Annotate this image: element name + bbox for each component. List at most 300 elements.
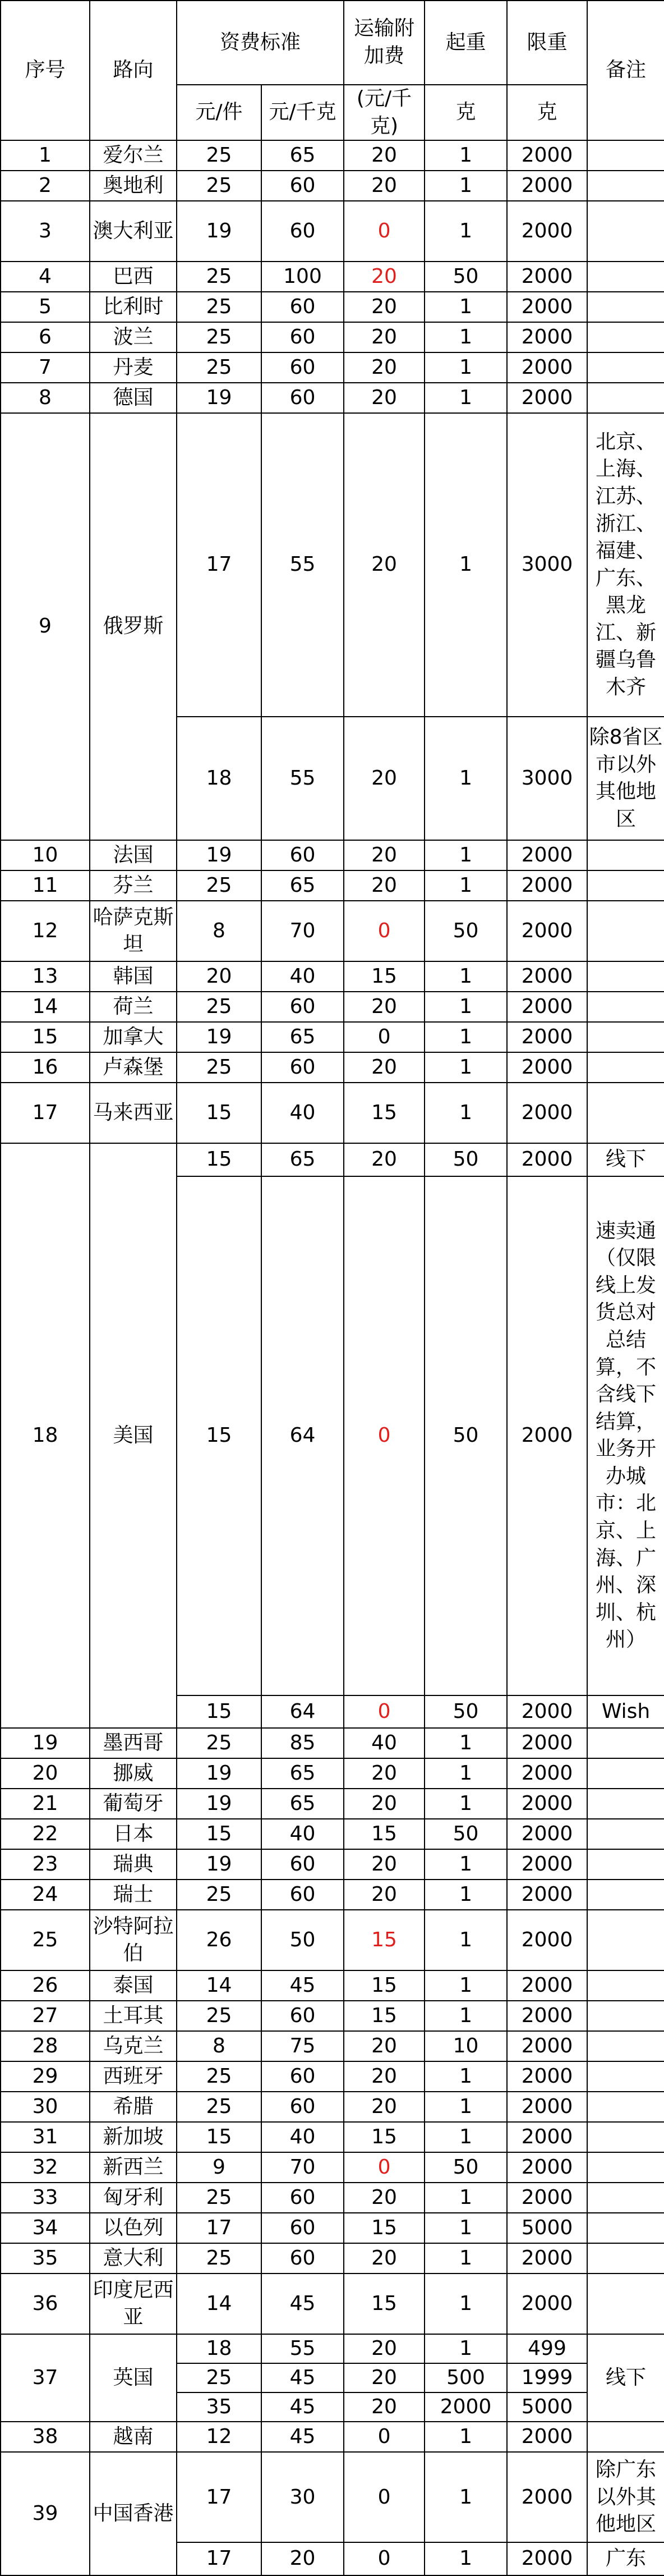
- row-max-weight: 2000: [507, 2152, 587, 2183]
- row-seq: 1: [1, 140, 90, 171]
- row-price-per-kg: 60: [261, 1052, 344, 1083]
- row-seq: 31: [1, 2122, 90, 2152]
- row-min-weight: 1: [425, 201, 507, 262]
- row-route: 日本: [90, 1819, 177, 1849]
- row-surcharge: 20: [344, 1758, 425, 1789]
- table-row: [1, 352, 664, 383]
- row-remark: [587, 1910, 664, 1970]
- row-surcharge: 15: [344, 2274, 425, 2334]
- row-min-weight: 1: [425, 2061, 507, 2092]
- row-surcharge: 20: [344, 292, 425, 322]
- row-max-weight: 2000: [507, 1083, 587, 1143]
- row-price-per-kg: 65: [261, 870, 344, 901]
- row-surcharge: 0: [344, 1176, 425, 1695]
- row-price-per-kg: 45: [261, 2392, 344, 2422]
- row-price-per-piece: 25: [177, 262, 261, 292]
- row-surcharge: 20: [344, 262, 425, 292]
- row-max-weight: 2000: [507, 2422, 587, 2452]
- row-route: 越南: [90, 2422, 177, 2452]
- row-price-per-piece: 25: [177, 1880, 261, 1910]
- row-price-per-piece: 20: [177, 961, 261, 992]
- row-surcharge: 20: [344, 717, 425, 840]
- row-remark: [587, 1022, 664, 1052]
- row-route: 土耳其: [90, 2001, 177, 2031]
- row-surcharge: 0: [344, 2452, 425, 2542]
- row-remark: [587, 2274, 664, 2334]
- row-surcharge: 15: [344, 2122, 425, 2152]
- row-seq: 28: [1, 2031, 90, 2061]
- row-min-weight: 1: [425, 413, 507, 717]
- row-surcharge: 20: [344, 413, 425, 717]
- row-min-weight: 1: [425, 140, 507, 171]
- header-fee-standard: 资费标准: [177, 1, 344, 85]
- row-remark: [587, 171, 664, 201]
- table-row: [1, 1728, 664, 1758]
- header-unit-gram-min: 克: [425, 85, 507, 140]
- row-price-per-piece: 12: [177, 2422, 261, 2452]
- row-surcharge: 15: [344, 1970, 425, 2001]
- row-min-weight: 1: [425, 961, 507, 992]
- table-row: [1, 1022, 664, 1052]
- row-seq: 25: [1, 1910, 90, 1970]
- row-max-weight: 2000: [507, 1143, 587, 1176]
- row-price-per-piece: 17: [177, 2213, 261, 2243]
- row-route: 新加坡: [90, 2122, 177, 2152]
- row-route: 荷兰: [90, 992, 177, 1022]
- row-seq: 9: [1, 413, 90, 840]
- row-min-weight: 1: [425, 352, 507, 383]
- row-surcharge: 20: [344, 171, 425, 201]
- row-route: 葡萄牙: [90, 1789, 177, 1819]
- table-row: [1, 2422, 664, 2452]
- row-remark: [587, 2122, 664, 2152]
- row-seq: 17: [1, 1083, 90, 1143]
- row-max-weight: 2000: [507, 840, 587, 870]
- row-surcharge: 0: [344, 1695, 425, 1729]
- row-price-per-kg: 64: [261, 1695, 344, 1729]
- row-max-weight: 2000: [507, 383, 587, 413]
- row-price-per-kg: 30: [261, 2452, 344, 2542]
- header-remark: 备注: [587, 1, 664, 140]
- row-surcharge: 15: [344, 961, 425, 992]
- table-row: [1, 870, 664, 901]
- table-row: [1, 2243, 664, 2274]
- row-price-per-kg: 60: [261, 292, 344, 322]
- row-max-weight: 2000: [507, 1022, 587, 1052]
- row-price-per-kg: 60: [261, 992, 344, 1022]
- row-price-per-kg: 55: [261, 717, 344, 840]
- row-price-per-kg: 65: [261, 140, 344, 171]
- row-price-per-piece: 25: [177, 870, 261, 901]
- row-seq: 30: [1, 2092, 90, 2122]
- row-remark: [587, 992, 664, 1022]
- row-price-per-kg: 85: [261, 1728, 344, 1758]
- row-route: 英国: [90, 2334, 177, 2422]
- row-max-weight: 5000: [507, 2213, 587, 2243]
- row-seq: 35: [1, 2243, 90, 2274]
- row-min-weight: 10: [425, 2031, 507, 2061]
- row-surcharge: 0: [344, 2542, 425, 2575]
- row-remark: [587, 2031, 664, 2061]
- row-remark: [587, 1758, 664, 1789]
- table-row: [1, 1143, 664, 1176]
- row-route: 比利时: [90, 292, 177, 322]
- row-remark: [587, 901, 664, 961]
- row-surcharge: 40: [344, 1728, 425, 1758]
- row-remark: 速卖通（仅限线上发货总对总结算，不含线下结算，业务开办城市：北京、上海、广州、深圳、杭州）: [587, 1176, 664, 1695]
- table-row: [1, 1849, 664, 1880]
- row-max-weight: 2000: [507, 262, 587, 292]
- row-price-per-kg: 40: [261, 961, 344, 992]
- row-max-weight: 2000: [507, 1970, 587, 2001]
- row-min-weight: 1: [425, 322, 507, 352]
- row-price-per-kg: 45: [261, 2422, 344, 2452]
- table-row: [1, 262, 664, 292]
- row-route: 沙特阿拉伯: [90, 1910, 177, 1970]
- row-max-weight: 499: [507, 2334, 587, 2363]
- header-unit-per-kg: 元/千克: [261, 85, 344, 140]
- row-remark: [587, 201, 664, 262]
- row-seq: 33: [1, 2183, 90, 2213]
- table-row: [1, 2092, 664, 2122]
- row-seq: 29: [1, 2061, 90, 2092]
- table-row: [1, 961, 664, 992]
- row-min-weight: 1: [425, 1789, 507, 1819]
- row-min-weight: 1: [425, 2122, 507, 2152]
- row-remark: [587, 2061, 664, 2092]
- row-price-per-piece: 25: [177, 2092, 261, 2122]
- row-price-per-piece: 15: [177, 1083, 261, 1143]
- row-remark: [587, 1970, 664, 2001]
- table-row: [1, 292, 664, 322]
- row-price-per-piece: 15: [177, 1143, 261, 1176]
- table-row: [1, 1758, 664, 1789]
- row-max-weight: 2000: [507, 1052, 587, 1083]
- row-route: 爱尔兰: [90, 140, 177, 171]
- row-min-weight: 1: [425, 870, 507, 901]
- row-max-weight: 2000: [507, 2183, 587, 2213]
- row-min-weight: 1: [425, 2334, 507, 2363]
- row-seq: 6: [1, 322, 90, 352]
- row-max-weight: 2000: [507, 1880, 587, 1910]
- row-route: 匈牙利: [90, 2183, 177, 2213]
- row-surcharge: 20: [344, 870, 425, 901]
- row-route: 以色列: [90, 2213, 177, 2243]
- row-remark: [587, 2183, 664, 2213]
- table-row: [1, 2031, 664, 2061]
- table-row: [1, 2183, 664, 2213]
- row-min-weight: 1: [425, 1758, 507, 1789]
- row-max-weight: 2000: [507, 140, 587, 171]
- row-max-weight: 2000: [507, 2092, 587, 2122]
- row-seq: 24: [1, 1880, 90, 1910]
- row-price-per-kg: 60: [261, 1849, 344, 1880]
- table-row: [1, 383, 664, 413]
- header-unit-gram-max: 克: [507, 85, 587, 140]
- row-seq: 18: [1, 1143, 90, 1728]
- row-seq: 23: [1, 1849, 90, 1880]
- row-price-per-piece: 25: [177, 2061, 261, 2092]
- row-seq: 14: [1, 992, 90, 1022]
- row-max-weight: 2000: [507, 201, 587, 262]
- row-max-weight: 3000: [507, 717, 587, 840]
- table-row: [1, 2334, 664, 2363]
- row-remark: [587, 870, 664, 901]
- row-price-per-piece: 15: [177, 1176, 261, 1695]
- table-row: [1, 322, 664, 352]
- row-remark: [587, 1819, 664, 1849]
- row-price-per-kg: 55: [261, 413, 344, 717]
- row-remark: Wish: [587, 1695, 664, 1729]
- row-remark: 除广东以外其他地区: [587, 2452, 664, 2542]
- row-price-per-piece: 17: [177, 2452, 261, 2542]
- table-row: [1, 140, 664, 171]
- row-remark: 广东: [587, 2542, 664, 2575]
- row-min-weight: 50: [425, 901, 507, 961]
- row-min-weight: 50: [425, 1695, 507, 1729]
- row-price-per-piece: 19: [177, 1758, 261, 1789]
- row-min-weight: 1: [425, 1849, 507, 1880]
- row-remark: [587, 2243, 664, 2274]
- row-price-per-piece: 25: [177, 1052, 261, 1083]
- row-price-per-kg: 60: [261, 383, 344, 413]
- table-row: [1, 2001, 664, 2031]
- table-row: [1, 1880, 664, 1910]
- row-min-weight: 1: [425, 1880, 507, 1910]
- row-surcharge: 0: [344, 901, 425, 961]
- row-price-per-piece: 17: [177, 413, 261, 717]
- header-seq: 序号: [1, 1, 90, 140]
- row-seq: 19: [1, 1728, 90, 1758]
- row-surcharge: 0: [344, 1022, 425, 1052]
- row-surcharge: 15: [344, 2001, 425, 2031]
- row-surcharge: 20: [344, 2061, 425, 2092]
- row-min-weight: 1: [425, 2183, 507, 2213]
- row-route: 乌克兰: [90, 2031, 177, 2061]
- row-seq: 15: [1, 1022, 90, 1052]
- row-price-per-piece: 25: [177, 2243, 261, 2274]
- row-route: 希腊: [90, 2092, 177, 2122]
- row-route: 澳大利亚: [90, 201, 177, 262]
- row-seq: 34: [1, 2213, 90, 2243]
- row-route: 瑞士: [90, 1880, 177, 1910]
- row-max-weight: 5000: [507, 2392, 587, 2422]
- header-unit-surcharge: (元/千克): [344, 85, 425, 140]
- row-min-weight: 2000: [425, 2392, 507, 2422]
- row-surcharge: 20: [344, 1143, 425, 1176]
- row-remark: [587, 2001, 664, 2031]
- table-row: [1, 840, 664, 870]
- row-remark: 北京、上海、江苏、浙江、福建、广东、黑龙江、新疆乌鲁木齐: [587, 413, 664, 717]
- row-remark: [587, 840, 664, 870]
- row-remark: [587, 1728, 664, 1758]
- table-row: [1, 2152, 664, 2183]
- table-row: [1, 1910, 664, 1970]
- row-price-per-kg: 70: [261, 901, 344, 961]
- row-max-weight: 3000: [507, 413, 587, 717]
- row-surcharge: 20: [344, 1849, 425, 1880]
- table-row: [1, 201, 664, 262]
- row-price-per-piece: 19: [177, 1022, 261, 1052]
- header-unit-per-piece: 元/件: [177, 85, 261, 140]
- row-max-weight: 2000: [507, 1758, 587, 1789]
- row-min-weight: 50: [425, 1143, 507, 1176]
- header-min-weight: 起重: [425, 1, 507, 85]
- row-price-per-kg: 45: [261, 2363, 344, 2392]
- row-max-weight: 2000: [507, 961, 587, 992]
- row-remark: [587, 961, 664, 992]
- row-min-weight: 1: [425, 171, 507, 201]
- row-remark: [587, 292, 664, 322]
- row-min-weight: 1: [425, 717, 507, 840]
- row-remark: [587, 1789, 664, 1819]
- row-min-weight: 1: [425, 1022, 507, 1052]
- row-max-weight: 2000: [507, 1910, 587, 1970]
- row-price-per-piece: 18: [177, 2334, 261, 2363]
- row-price-per-kg: 60: [261, 2001, 344, 2031]
- table-row: [1, 2452, 664, 2542]
- table-row: [1, 1819, 664, 1849]
- row-seq: 38: [1, 2422, 90, 2452]
- row-surcharge: 20: [344, 992, 425, 1022]
- row-seq: 16: [1, 1052, 90, 1083]
- row-surcharge: 20: [344, 2092, 425, 2122]
- row-remark: [587, 322, 664, 352]
- row-remark: [587, 2422, 664, 2452]
- row-seq: 22: [1, 1819, 90, 1849]
- row-price-per-kg: 60: [261, 1880, 344, 1910]
- row-remark: [587, 1083, 664, 1143]
- row-seq: 10: [1, 840, 90, 870]
- row-seq: 4: [1, 262, 90, 292]
- row-price-per-kg: 55: [261, 2334, 344, 2363]
- row-seq: 12: [1, 901, 90, 961]
- row-price-per-kg: 60: [261, 322, 344, 352]
- row-surcharge: 20: [344, 383, 425, 413]
- row-route: 奥地利: [90, 171, 177, 201]
- row-max-weight: 2000: [507, 322, 587, 352]
- row-price-per-piece: 25: [177, 2001, 261, 2031]
- table-row: [1, 1970, 664, 2001]
- row-max-weight: 2000: [507, 2243, 587, 2274]
- row-price-per-piece: 25: [177, 1728, 261, 1758]
- table-row: [1, 1083, 664, 1143]
- row-price-per-piece: 25: [177, 992, 261, 1022]
- row-surcharge: 20: [344, 140, 425, 171]
- row-route: 意大利: [90, 2243, 177, 2274]
- row-price-per-piece: 8: [177, 2031, 261, 2061]
- row-max-weight: 2000: [507, 1849, 587, 1880]
- row-price-per-kg: 60: [261, 2213, 344, 2243]
- row-route: 哈萨克斯坦: [90, 901, 177, 961]
- row-price-per-kg: 100: [261, 262, 344, 292]
- row-price-per-kg: 45: [261, 2274, 344, 2334]
- row-price-per-piece: 26: [177, 1910, 261, 1970]
- row-seq: 26: [1, 1970, 90, 2001]
- row-route: 印度尼西亚: [90, 2274, 177, 2334]
- table-row: [1, 2122, 664, 2152]
- row-route: 中国香港: [90, 2452, 177, 2575]
- row-price-per-piece: 9: [177, 2152, 261, 2183]
- row-price-per-piece: 25: [177, 322, 261, 352]
- row-price-per-kg: 65: [261, 1789, 344, 1819]
- row-route: 韩国: [90, 961, 177, 992]
- row-seq: 3: [1, 201, 90, 262]
- row-max-weight: 2000: [507, 1176, 587, 1695]
- row-route: 巴西: [90, 262, 177, 292]
- row-route: 卢森堡: [90, 1052, 177, 1083]
- table-row: [1, 2213, 664, 2243]
- row-min-weight: 50: [425, 1819, 507, 1849]
- row-surcharge: 20: [344, 2243, 425, 2274]
- row-max-weight: 2000: [507, 901, 587, 961]
- row-max-weight: 2000: [507, 870, 587, 901]
- row-max-weight: 2000: [507, 1819, 587, 1849]
- row-min-weight: 50: [425, 1176, 507, 1695]
- row-route: 墨西哥: [90, 1728, 177, 1758]
- row-surcharge: 15: [344, 1083, 425, 1143]
- row-price-per-kg: 75: [261, 2031, 344, 2061]
- table-row: [1, 2274, 664, 2334]
- row-route: 美国: [90, 1143, 177, 1728]
- row-price-per-piece: 15: [177, 2122, 261, 2152]
- row-seq: 13: [1, 961, 90, 992]
- row-max-weight: 1999: [507, 2363, 587, 2392]
- row-surcharge: 20: [344, 2031, 425, 2061]
- row-price-per-piece: 8: [177, 901, 261, 961]
- header-max-weight: 限重: [507, 1, 587, 85]
- row-route: 法国: [90, 840, 177, 870]
- row-price-per-kg: 65: [261, 1143, 344, 1176]
- row-price-per-piece: 15: [177, 1695, 261, 1729]
- row-remark: [587, 2213, 664, 2243]
- header-surcharge: 运输附加费: [344, 1, 425, 85]
- row-price-per-piece: 14: [177, 2274, 261, 2334]
- row-price-per-kg: 60: [261, 2061, 344, 2092]
- row-remark: [587, 2092, 664, 2122]
- row-max-weight: 2000: [507, 2542, 587, 2575]
- row-max-weight: 2000: [507, 292, 587, 322]
- row-route: 挪威: [90, 1758, 177, 1789]
- table-row: [1, 171, 664, 201]
- row-surcharge: 0: [344, 201, 425, 262]
- row-remark: [587, 1849, 664, 1880]
- row-min-weight: 1: [425, 2213, 507, 2243]
- row-price-per-kg: 40: [261, 1083, 344, 1143]
- row-price-per-piece: 19: [177, 840, 261, 870]
- row-surcharge: 20: [344, 352, 425, 383]
- row-surcharge: 20: [344, 1789, 425, 1819]
- row-price-per-piece: 18: [177, 717, 261, 840]
- row-max-weight: 2000: [507, 992, 587, 1022]
- row-min-weight: 1: [425, 2542, 507, 2575]
- row-price-per-piece: 25: [177, 352, 261, 383]
- row-route: 波兰: [90, 322, 177, 352]
- row-min-weight: 1: [425, 992, 507, 1022]
- row-price-per-kg: 65: [261, 1758, 344, 1789]
- row-price-per-piece: 35: [177, 2392, 261, 2422]
- row-min-weight: 1: [425, 1083, 507, 1143]
- row-min-weight: 1: [425, 292, 507, 322]
- row-min-weight: 1: [425, 1052, 507, 1083]
- row-price-per-piece: 14: [177, 1970, 261, 2001]
- row-route: 马来西亚: [90, 1083, 177, 1143]
- table-row: [1, 1789, 664, 1819]
- row-price-per-kg: 40: [261, 1819, 344, 1849]
- row-surcharge: 20: [344, 2183, 425, 2213]
- row-min-weight: 1: [425, 383, 507, 413]
- row-price-per-kg: 65: [261, 1022, 344, 1052]
